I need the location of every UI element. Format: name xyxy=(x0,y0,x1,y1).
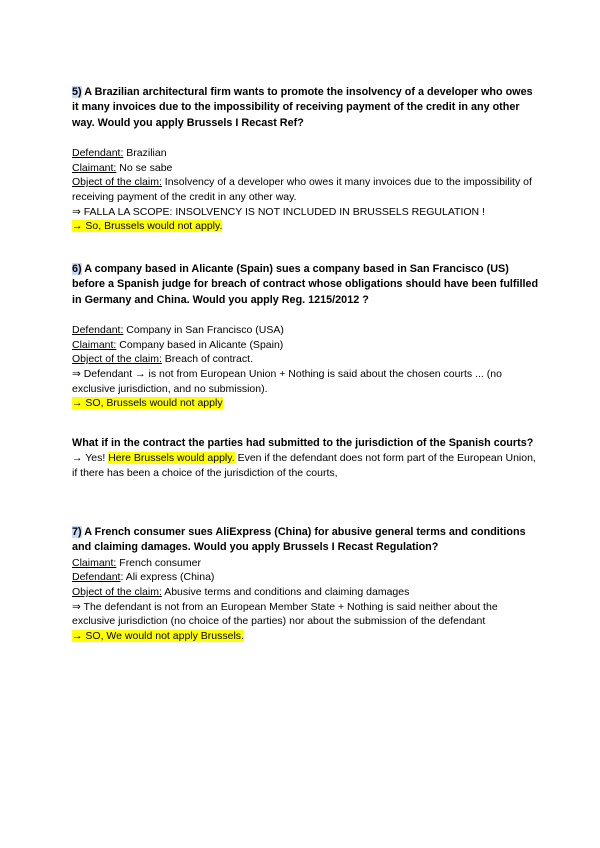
defendant-line xyxy=(72,146,542,161)
question-text: A company based in Alicante (Spain) sues a company based in San Francisco (US) before a Spanish judge for breach of contract whose obligations should have been fulfilled in Germany and China. Would you apply Reg. 1215/2012 ? xyxy=(72,263,539,306)
answer-prefix: → Yes! xyxy=(72,452,109,465)
defendant-value: Company in San Francisco (USA) xyxy=(123,324,284,337)
object-label: Object of the claim: xyxy=(72,176,162,189)
defendant-value: Brazilian xyxy=(123,147,167,160)
whatif-answer xyxy=(72,451,542,480)
whatif-block xyxy=(72,436,542,481)
claimant-value: No se sabe xyxy=(116,161,173,174)
defendant-line xyxy=(72,570,542,585)
defendant-value: : Ali express (China) xyxy=(120,571,215,584)
answer-rest: Even if the defendant does not form part of the European Union, if there has been a choice of the jurisdiction of the courts, xyxy=(72,452,536,479)
conclusion-line xyxy=(72,629,542,644)
defendant-label: Defendant xyxy=(72,571,121,584)
conclusion-highlight: → SO, We would not apply Brussels. xyxy=(72,629,244,642)
object-line xyxy=(72,352,542,367)
question-7-heading xyxy=(72,525,542,556)
object-value: Insolvency of a developer who owes it many invoices due to the impossibility of receiving payment of the credit in any other way. xyxy=(72,176,532,203)
claimant-label: Claimant: xyxy=(72,338,117,351)
note-line: ⇒ The defendant is not from an European Member State + Nothing is said neither about the exclusive jurisdiction (no choice of the parties) nor about the submission of the defendant xyxy=(72,600,498,628)
question-text: A French consumer sues AliExpress (China) for abusive general terms and conditions and claiming damages. Would you apply Brussels I Recast Regulation? xyxy=(72,526,526,554)
object-label: Object of the claim: xyxy=(72,586,162,598)
conclusion-highlight: → So, Brussels would not apply. xyxy=(72,220,223,233)
defendant-label: Defendant: xyxy=(72,324,124,337)
question-number: 6) xyxy=(72,263,82,275)
whatif-heading: What if in the contract the parties had submitted to the jurisdiction of the Spanish courts? xyxy=(72,437,534,449)
question-number: 5) xyxy=(72,86,82,98)
object-line xyxy=(72,175,542,204)
note-line: ⇒ FALLA LA SCOPE: INSOLVENCY IS NOT INCLUDED IN BRUSSELS REGULATION ! xyxy=(72,205,485,218)
conclusion-line xyxy=(72,396,542,411)
defendant-label: Defendant: xyxy=(72,147,124,160)
claimant-line xyxy=(72,161,542,176)
object-label: Object of the claim: xyxy=(72,353,162,366)
conclusion-highlight: → SO, Brussels would not apply xyxy=(72,397,223,410)
claimant-label: Claimant: xyxy=(72,556,117,569)
claimant-value: Company based in Alicante (Spain) xyxy=(116,338,284,351)
note-line: ⇒ Defendant → is not from European Union + Nothing is said about the chosen courts ... (no exclusive jurisdiction, and no submission). xyxy=(72,368,502,395)
question-7-block xyxy=(72,525,542,643)
question-number: 7) xyxy=(72,526,82,538)
claimant-value: French consumer xyxy=(116,556,201,569)
answer-highlight: Here Brussels would apply. xyxy=(108,452,235,465)
object-line xyxy=(72,585,542,600)
object-value: Breach of contract. xyxy=(161,353,253,366)
claimant-line xyxy=(72,338,542,353)
question-6-block xyxy=(72,262,542,411)
defendant-line xyxy=(72,323,542,338)
claimant-line xyxy=(72,556,542,571)
question-text: A Brazilian architectural firm wants to promote the insolvency of a developer who owes it many invoices due to the impossibility of receiving payment of the credit in any other way. Would you apply Brussels I Recast Ref? xyxy=(72,86,533,129)
question-5-heading xyxy=(72,85,542,131)
object-value: Abusive terms and conditions and claiming damages xyxy=(161,586,410,598)
conclusion-line xyxy=(72,219,542,234)
question-6-heading xyxy=(72,262,542,308)
claimant-label: Claimant: xyxy=(72,161,117,174)
question-5-block xyxy=(72,85,542,234)
